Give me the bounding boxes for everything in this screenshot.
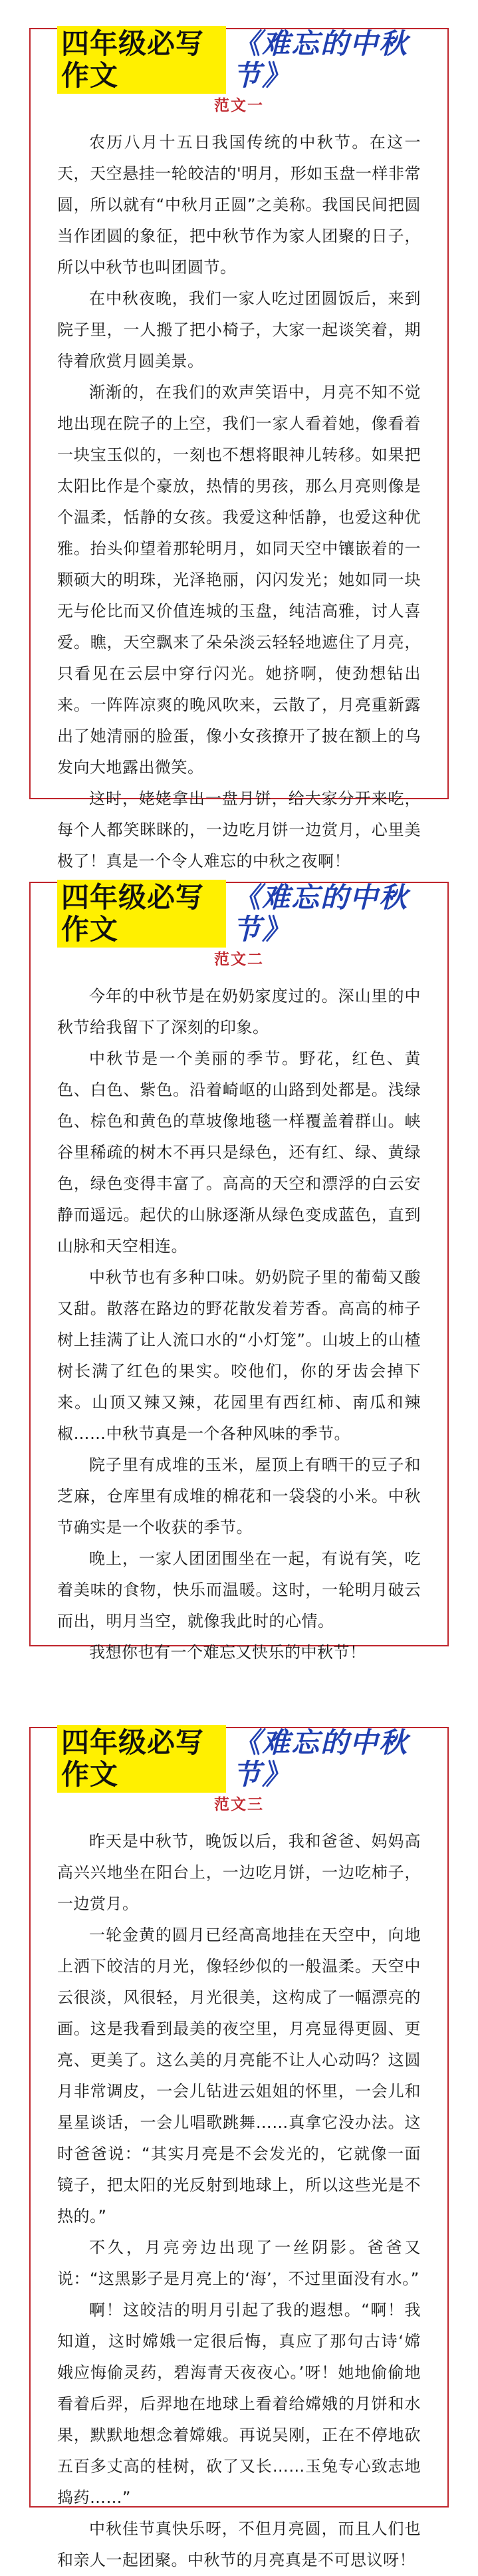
essay-title: 《难忘的中秋节》 (233, 1726, 409, 1791)
essay-paragraph: 渐渐的，在我们的欢声笑语中，月亮不知不觉地出现在院子的上空，我们一家人看着她，像看着一块宝玉似的，一刻也不想将眼神儿转移。如果把太阳比作是个豪放，热情的男孩，那么月亮则像是个温柔，恬静的女孩。我爱这种恬静，也爱这种优雅。抬头仰望着那轮明月，如同天空中镶嵌着的一颗硕大的明珠，光泽艳丽，闪闪发光；她如同一块无与伦比而又价值连城的玉盘，纯洁高雅，讨人喜爱。瞧，天空飘来了朵朵淡云轻轻地遮住了月亮，只看见在云层中穿行闪光。她挤啊，使劲想钻出来。一阵阵凉爽的晚风吹来，云散了，月亮重新露出了她清丽的脸蛋，像小女孩撩开了披在额上的乌发向大地露出微笑。 (57, 383, 421, 777)
essay-paragraph: 中秋节也有多种口味。奶奶院子里的葡萄又酸又甜。散落在路边的野花散发着芳香。高高的柿子树上挂满了让人流口水的“小灯笼”。山坡上的山楂树长满了红色的果实。咬他们，你的牙齿会掉下来。山顶又辣又辣，花园里有西红柿、南瓜和辣椒……中秋节真是一个各种风味的季节。 (57, 1268, 421, 1443)
essay-title-row (57, 880, 421, 946)
grade-title-highlight: 四年级必写作文 (57, 1725, 226, 1793)
essay-label: 范文三 (214, 1796, 264, 1813)
essay-card-3 (29, 1726, 449, 2569)
essay-label: 范文一 (214, 97, 264, 114)
grade-title-highlight: 四年级必写作文 (57, 880, 226, 948)
essay-paragraph: 啊！这皎洁的明月引起了我的遐想。“啊！我知道，这时嫦娥一定很后悔，真应了那句古诗‘嫦娥应悔偷灵药，碧海青天夜夜心。’呀！她地偷偷地看着后羿，后羿地在地球上看着给嫦娥的月饼和水果，默默地想念着嫦娥。再说吴刚，正在不停地砍五百多丈高的桂树，砍了又长……玉兔专心致志地捣药……” (57, 2301, 421, 2507)
essay-title: 《难忘的中秋节》 (233, 27, 409, 92)
essay-card-2 (29, 880, 449, 1662)
essay-card-1 (29, 27, 449, 870)
essay-paragraph: 昨天是中秋节，晚饭以后，我和爸爸、妈妈高高兴兴地坐在阳台上，一边吃月饼，一边吃柿子，一边赏月。 (57, 1832, 421, 1913)
essay-paragraph: 我想你也有一个难忘又快乐的中秋节！ (89, 1643, 366, 1662)
essay-label: 范文二 (214, 951, 264, 968)
essay-paragraph: 不久，月亮旁边出现了一丝阴影。爸爸又说：“这黑影子是月亮上的‘海’，不过里面没有水。” (57, 2238, 421, 2288)
essay-paragraph: 晚上，一家人团团围坐在一起，有说有笑，吃着美味的食物，快乐而温暖。这时，一轮明月破云而出，明月当空，就像我此时的心情。 (57, 1549, 421, 1630)
essay-title-row (57, 1726, 421, 1791)
essay-paragraph: 今年的中秋节是在奶奶家度过的。深山里的中秋节给我留下了深刻的印象。 (57, 987, 421, 1037)
essay-title-row (57, 27, 421, 92)
essay-paragraph: 这时，姥姥拿出一盘月饼，给大家分开来吃，每个人都笑眯眯的，一边吃月饼一边赏月，心里美极了！真是一个令人难忘的中秋之夜啊！ (57, 789, 421, 870)
essay-paragraph: 中秋佳节真快乐呀，不但月亮圆，而且人们也和亲人一起团聚。中秋节的月亮真是不可思议呀！ (57, 2519, 421, 2569)
essay-paragraph: 农历八月十五日我国传统的中秋节。在这一天，天空悬挂一轮皎洁的'明月，形如玉盘一样非常圆，所以就有“中秋月正圆”之美称。我国民间把圆当作团圆的象征，把中秋节作为家人团聚的日子，所以中秋节也叫团圆节。 (57, 133, 421, 277)
essay-paragraph: 中秋节是一个美丽的季节。野花，红色、黄色、白色、紫色。沿着崎岖的山路到处都是。浅绿色、棕色和黄色的草坡像地毯一样覆盖着群山。峡谷里稀疏的树木不再只是绿色，还有红、绿、黄绿色，绿色变得丰富了。高高的天空和漂浮的白云安静而遥远。起伏的山脉逐渐从绿色变成蓝色，直到山脉和天空相连。 (57, 1049, 421, 1255)
essay-paragraph: 一轮金黄的圆月已经高高地挂在天空中，向地上洒下皎洁的月光，像轻纱似的一般温柔。天空中云很淡，风很轻，月光很美，这构成了一幅漂亮的画。这是我看到最美的夜空里，月亮显得更圆、更亮、更美了。这么美的月亮能不让人心动吗？这圆月非常调皮，一会儿钻进云姐姐的怀里，一会儿和星星谈话，一会儿唱歌跳舞……真拿它没办法。这时爸爸说：“其实月亮是不会发光的，它就像一面镜子，把太阳的光反射到地球上，所以这些光是不热的。” (57, 1926, 421, 2226)
grade-title-highlight: 四年级必写作文 (57, 26, 226, 94)
essay-paragraph: 院子里有成堆的玉米，屋顶上有晒干的豆子和芝麻，仓库里有成堆的棉花和一袋袋的小米。中秋节确实是一个收获的季节。 (57, 1456, 421, 1537)
essay-title: 《难忘的中秋节》 (233, 880, 409, 946)
essay-paragraph: 在中秋夜晚，我们一家人吃过团圆饭后，来到院子里，一人搬了把小椅子，大家一起谈笑着，期待着欣赏月圆美景。 (57, 289, 421, 370)
